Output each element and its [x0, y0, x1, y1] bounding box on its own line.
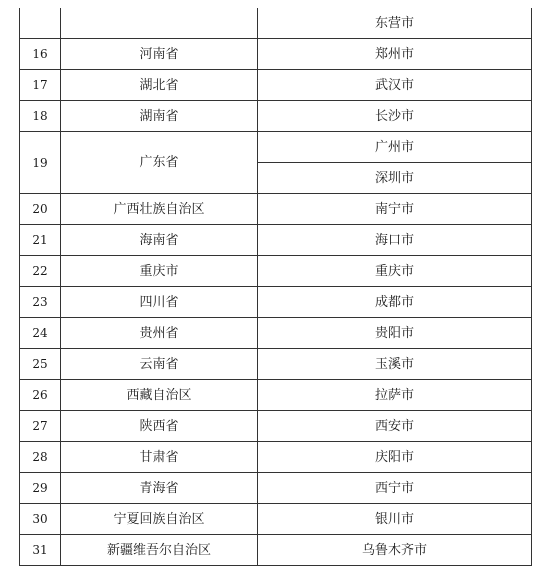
table-row: [20, 349, 532, 380]
row-number-cell: 25: [20, 349, 61, 380]
row-number-cell: 29: [20, 473, 61, 504]
province-cell: 重庆市: [61, 256, 258, 287]
province-cell: 西藏自治区: [61, 380, 258, 411]
city-cell: 拉萨市: [258, 380, 532, 411]
row-number-cell: 26: [20, 380, 61, 411]
row-number-cell: 23: [20, 287, 61, 318]
row-number-cell: 30: [20, 504, 61, 535]
row-number-cell: [20, 8, 61, 39]
city-cell: 庆阳市: [258, 442, 532, 473]
province-cell: 湖南省: [61, 101, 258, 132]
province-cell: 宁夏回族自治区: [61, 504, 258, 535]
row-number-cell: 24: [20, 318, 61, 349]
table-row: [20, 473, 532, 504]
table-row: [20, 39, 532, 70]
province-cell: 河南省: [61, 39, 258, 70]
city-cell: 广州市: [258, 132, 532, 163]
province-cell: [61, 8, 258, 39]
province-cell: 贵州省: [61, 318, 258, 349]
table-row: [20, 535, 532, 566]
row-number-cell: 19: [20, 132, 61, 194]
city-cell: 成都市: [258, 287, 532, 318]
city-cell: 武汉市: [258, 70, 532, 101]
row-number-cell: 17: [20, 70, 61, 101]
city-cell: 西宁市: [258, 473, 532, 504]
province-cell: 甘肃省: [61, 442, 258, 473]
row-number-cell: 21: [20, 225, 61, 256]
city-cell: 长沙市: [258, 101, 532, 132]
table-row: [20, 411, 532, 442]
row-number-cell: 27: [20, 411, 61, 442]
table-row: [20, 380, 532, 411]
row-number-cell: 20: [20, 194, 61, 225]
province-cell: 新疆维吾尔自治区: [61, 535, 258, 566]
table-row: [20, 225, 532, 256]
city-cell: 东营市: [258, 8, 532, 39]
province-cell: 广西壮族自治区: [61, 194, 258, 225]
city-cell: 南宁市: [258, 194, 532, 225]
row-number-cell: 31: [20, 535, 61, 566]
province-cell: 湖北省: [61, 70, 258, 101]
city-cell: 郑州市: [258, 39, 532, 70]
city-cell: 银川市: [258, 504, 532, 535]
city-cell: 玉溪市: [258, 349, 532, 380]
city-cell: 重庆市: [258, 256, 532, 287]
table-row: [20, 256, 532, 287]
province-cell: 广东省: [61, 132, 258, 194]
city-cell: 海口市: [258, 225, 532, 256]
table-row-continuation: [20, 8, 532, 39]
table-row: [20, 442, 532, 473]
table-row: [20, 132, 532, 163]
city-table: [19, 8, 532, 566]
row-number-cell: 18: [20, 101, 61, 132]
row-number-cell: 28: [20, 442, 61, 473]
province-cell: 云南省: [61, 349, 258, 380]
province-cell: 四川省: [61, 287, 258, 318]
city-cell: 贵阳市: [258, 318, 532, 349]
city-cell: 乌鲁木齐市: [258, 535, 532, 566]
table-row: [20, 287, 532, 318]
province-cell: 青海省: [61, 473, 258, 504]
table-row: [20, 504, 532, 535]
table-row: [20, 101, 532, 132]
province-cell: 海南省: [61, 225, 258, 256]
city-cell: 深圳市: [258, 163, 532, 194]
row-number-cell: 22: [20, 256, 61, 287]
province-cell: 陕西省: [61, 411, 258, 442]
table-row: [20, 70, 532, 101]
city-cell: 西安市: [258, 411, 532, 442]
table-row: [20, 318, 532, 349]
table-row: [20, 194, 532, 225]
row-number-cell: 16: [20, 39, 61, 70]
